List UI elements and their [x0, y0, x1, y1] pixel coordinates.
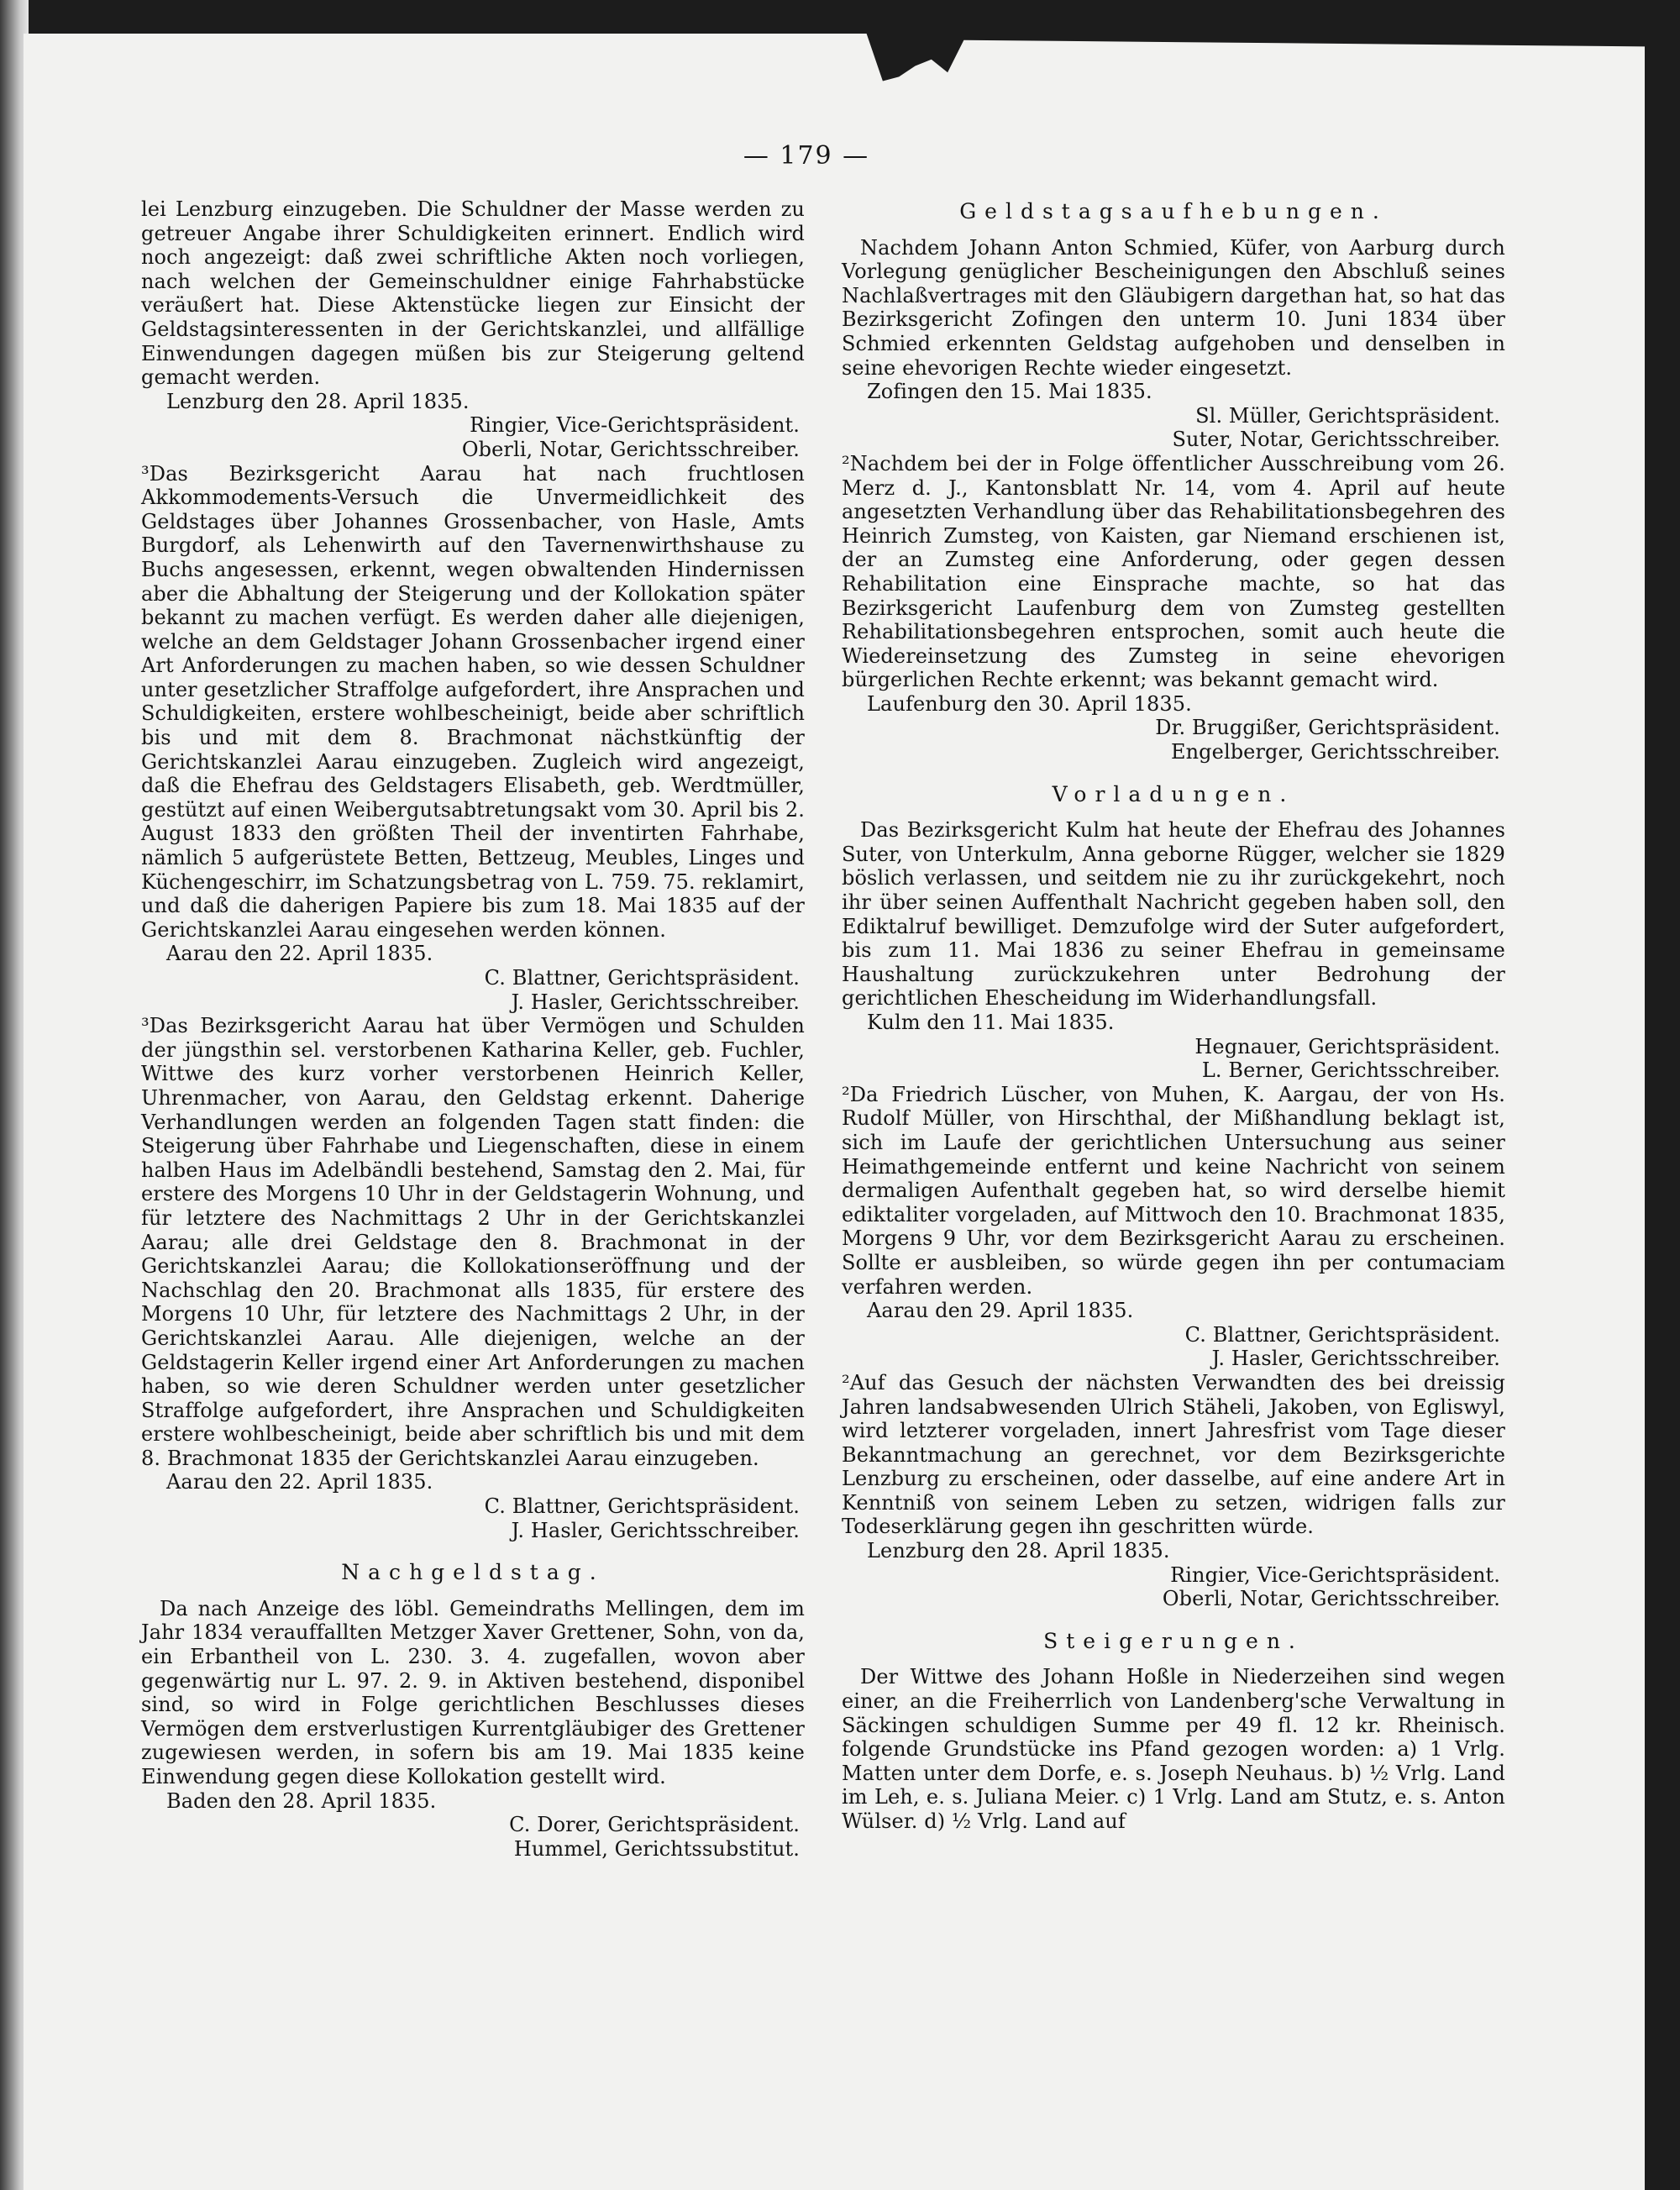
place-date-line: Zofingen den 15. Mai 1835. [867, 380, 1152, 404]
left-column [141, 197, 805, 1861]
page-number: — 179 — [743, 141, 870, 171]
section-heading: Steigerungen. [1043, 1628, 1304, 1653]
signature-line: Dr. Bruggißer, Gerichtspräsident. [1155, 716, 1500, 740]
notice-paragraph: ²Da Friedrich Lüscher, von Muhen, K. Aargau, der von Hs. Rudolf Müller, von Hirschthal, der Mißhandlung beklagt ist, sich im Laufe der gerichtlichen Untersuchung aus seiner Heimathgemeinde entfernt und keine Nachricht von seinem dermaligen Aufenthalt gegeben hat, so wird derselbe hiemit ediktaliter vorgeladen, auf Mittwoch den 10. Brachmonat 1835, Morgens 9 Uhr, vor dem Bezirksgericht Aarau zu erscheinen. Sollte er ausbleiben, so würde gegen ihn per contumaciam verfahren werden. [842, 1082, 1505, 1299]
signature-line: J. Hasler, Gerichtsschreiber. [511, 1518, 800, 1542]
signature-line: Sl. Müller, Gerichtspräsident. [1195, 403, 1500, 428]
signature-line: L. Berner, Gerichtsschreiber. [1201, 1058, 1500, 1083]
signature-line: Engelberger, Gerichtsschreiber. [1171, 740, 1500, 764]
notice-paragraph: ²Nachdem bei der in Folge öffentlicher Ausschreibung vom 26. Merz d. J., Kantonsblatt Nr. 14, vom 4. April auf heute angesetzten Verhandlung über das Rehabilitationsbegehren des Heinrich Zumsteg, von Kaisten, gar Niemand erschienen ist, der an Zumsteg eine Anforderung, oder gegen dessen Rehabilitation eine Einsprache machte, so hat das Bezirksgericht Laufenburg dem von Zumsteg gestellten Rehabilitationsbegehren entsprochen, somit auch heute die Wiedereinsetzung des Zumsteg in seine ehevorigen bürgerlichen Rechte erkennt; was bekannt gemacht wird. [842, 451, 1505, 692]
notice-paragraph: Da nach Anzeige des löbl. Gemeindraths Mellingen, dem im Jahr 1834 verauffallten Metzger Xaver Grettener, Sohn, von da, ein Erbantheil von L. 230. 3. 4. zugefallen, wovon aber gegenwärtig nur L. 97. 2. 9. in Aktiven bestehend, disponibel sind, so wird in Folge gerichtlichen Beschlusses dieses Vermögen dem erstverlustigen Kurrentgläubiger des Grettener zugewiesen werden, in sofern bis am 19. Mai 1835 keine Einwendung gegen diese Kollokation gestellt wird. [141, 1596, 805, 1788]
notice-paragraph: Der Wittwe des Johann Hoßle in Niederzeihen sind wegen einer, an die Freiherrlich von Landenberg'sche Verwaltung in Säckingen schuldigen Summe per 49 fl. 12 kr. Rheinisch. folgende Grundstücke ins Pfand gezogen worden: a) 1 Vrlg. Matten unter dem Dorfe, e. s. Joseph Neuhaus. b) ½ Vrlg. Land im Leh, e. s. Juliana Meier. c) 1 Vrlg. Land am Stutz, e. s. Anton Wülser. d) ½ Vrlg. Land auf [842, 1665, 1505, 1833]
notice-paragraph: ²Auf das Gesuch der nächsten Verwandten des bei dreissig Jahren landsabwesenden Ulrich Stäheli, Jakoben, von Egliswyl, wird letzterer vorgeladen, innert Jahresfrist vom Tage dieser Bekanntmachung an gerechnet, vor dem Bezirksgerichte Lenzburg zu erscheinen, oder dasselbe, auf eine andere Art in Kenntniß von seinem Leben zu setzen, widrigen falls zur Todeserklärung gegen ihn geschritten würde. [842, 1370, 1505, 1539]
notice-paragraph: ³Das Bezirksgericht Aarau hat nach fruchtlosen Akkommodements-Versuch die Unvermeidlichkeit des Geldstages über Johannes Grossenbacher, von Hasle, Amts Burgdorf, als Lehenwirth auf den Tavernenwirthshause zu Buchs angesessen, erkennt, wegen obwaltenden Hindernissen aber die Abhaltung der Steigerung und der Kollokation später bekannt zu machen verfügt. Es werden daher alle diejenigen, welche an dem Geldstager Johann Grossenbacher irgend einer Art Anforderungen zu machen haben, so wie dessen Schuldner unter gesetzlicher Straffolge aufgefordert, ihre Ansprachen und Schuldigkeiten, erstere wohlbescheinigt, beide aber schriftlich bis und mit dem 8. Brachmonat nächstkünftig der Gerichtskanzlei Aarau einzugeben. Zugleich wird angezeigt, daß die Ehefrau des Geldstagers Elisabeth, geb. Werdtmüller, gestützt auf einen Weibergutsabtretungsakt vom 30. April bis 2. August 1833 den größten Theil der inventirten Fahrhabe, nämlich 5 aufgerüstete Betten, Bettzeug, Meubles, Linges und Küchengeschirr, im Schatzungsbetrag von L. 759. 75. reklamirt, und daß die daherigen Papiere bis zum 18. Mai 1835 auf der Gerichtskanzlei Aarau eingesehen werden können. [141, 461, 805, 942]
signature-line: Oberli, Notar, Gerichtsschreiber. [1162, 1587, 1500, 1611]
notice-paragraph: ³Das Bezirksgericht Aarau hat über Vermögen und Schulden der jüngsthin sel. verstorbenen Katharina Keller, geb. Fuchler, Wittwe des kurz vorher verstorbenen Heinrich Keller, Uhrenmacher, von Aarau, den Geldstag erkennt. Daherige Verhandlungen werden an folgenden Tagen statt finden: die Steigerung über Fahrhabe und Liegenschaften, diese in einem halben Haus im Adelbändli bestehend, Samstag den 2. Mai, für erstere des Morgens 10 Uhr in der Geldstagerin Wohnung, und für letztere des Nachmittags 2 Uhr in der Gerichtskanzlei Aarau; alle drei Geldstage den 8. Brachmonat in der Gerichtskanzlei Aarau; die Kollokationseröffnung und der Nachschlag den 20. Brachmonat alls 1835, für erstere des Morgens 10 Uhr, für letztere des Nachmittags 2 Uhr, in der Gerichtskanzlei Aarau. Alle diejenigen, welche an der Geldstagerin Keller irgend einer Art Anforderungen zu machen haben, so wie deren Schuldner werden unter gesetzlicher Straffolge aufgefordert, ihre Ansprachen und Schuldigkeiten erstere wohlbescheinigt, beide aber schriftlich bis und mit dem 8. Brachmonat 1835 der Gerichtskanzlei Aarau einzugeben. [141, 1014, 805, 1470]
place-date-line: Aarau den 22. April 1835. [166, 1470, 433, 1494]
notice-paragraph: Nachdem Johann Anton Schmied, Küfer, von Aarburg durch Vorlegung genüglicher Bescheinigungen den Abschluß seines Nachlaßvertrages mit den Gläubigern dargethan hat, so hat das Bezirksgericht Zofingen den unterm 10. Juni 1834 über Schmied erkennten Geldstag aufgehoben und denselben in seine ehevorigen Rechte wieder eingesetzt. [842, 235, 1505, 380]
right-column [842, 200, 1505, 1834]
signature-line: C. Blattner, Gerichtspräsident. [484, 1494, 800, 1519]
notice-paragraph: Das Bezirksgericht Kulm hat heute der Ehefrau des Johannes Suter, von Unterkulm, Anna geborne Rügger, welcher sie 1829 böslich verlassen, und seitdem nie zu ihr zurückgekehrt, noch ihr über seinen Auffenthalt Nachricht gegeben haben soll, den Ediktalruf bewilliget. Demzufolge wird der Suter aufgefordert, bis zum 11. Mai 1836 zu seiner Ehefrau in gemeinsame Haushaltung zurückzukehren unter Bedrohung der gerichtlichen Ehescheidung im Widerhandlungsfall. [842, 818, 1505, 1011]
section-heading: Geldstagsaufhebungen. [959, 199, 1388, 223]
signature-line: Ringier, Vice-Gerichtspräsident. [470, 413, 800, 438]
signature-line: Hegnauer, Gerichtspräsident. [1194, 1034, 1500, 1058]
signature-line: C. Blattner, Gerichtspräsident. [484, 966, 800, 990]
signature-line: J. Hasler, Gerichtsschreiber. [1211, 1347, 1500, 1371]
signature-line: Oberli, Notar, Gerichtsschreiber. [461, 437, 800, 461]
signature-line: J. Hasler, Gerichtsschreiber. [511, 990, 800, 1014]
place-date-line: Lenzburg den 28. April 1835. [166, 389, 470, 413]
place-date-line: Laufenburg den 30. April 1835. [867, 691, 1192, 716]
section-heading: Nachgeldstag. [341, 1560, 605, 1585]
place-date-line: Kulm den 11. Mai 1835. [867, 1011, 1115, 1034]
signature-line: C. Dorer, Gerichtspräsident. [509, 1813, 800, 1837]
signature-line: Suter, Notar, Gerichtsschreiber. [1172, 428, 1500, 452]
signature-line: Ringier, Vice-Gerichtspräsident. [1170, 1562, 1500, 1587]
section-heading: Vorladungen. [1052, 781, 1295, 806]
place-date-line: Aarau den 22. April 1835. [166, 942, 433, 966]
notice-paragraph: lei Lenzburg einzugeben. Die Schuldner der Masse werden zu getreuer Angabe ihrer Schuldigkeiten erinnert. Endlich wird noch angezeigt: daß zwei schriftliche Akten noch vorliegen, nach welchen der Gemeinschuldner einige Fahrhabstücke veräußert hat. Diese Aktenstücke liegen zur Einsicht der Geldstagsinteressenten in der Gerichtskanzlei, und allfällige Einwendungen dagegen müßen bis zur Steigerung geltend gemacht werden. [141, 197, 805, 390]
place-date-line: Lenzburg den 28. April 1835. [867, 1539, 1170, 1563]
signature-line: Hummel, Gerichtssubstitut. [513, 1836, 800, 1861]
place-date-line: Baden den 28. April 1835. [166, 1788, 437, 1813]
signature-line: C. Blattner, Gerichtspräsident. [1184, 1322, 1500, 1347]
place-date-line: Aarau den 29. April 1835. [867, 1299, 1134, 1323]
